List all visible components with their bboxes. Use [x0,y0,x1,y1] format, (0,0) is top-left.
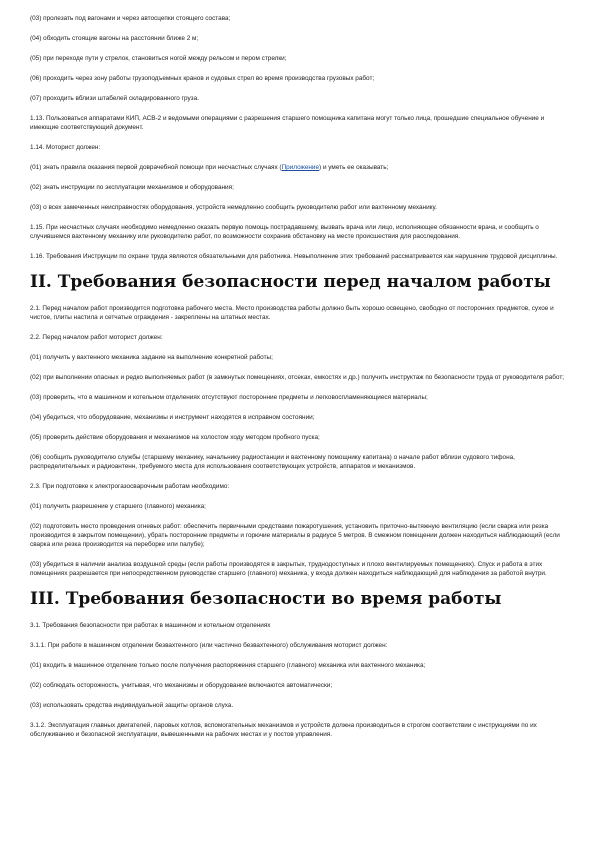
paragraph: 1.13. Пользоваться аппаратами КИП, АСВ-2 и ведомыми операциями с разрешения старшего помощника капитана могут только лица, прошедшие специальное обучение и имеющие соответствующий документ. [30,115,545,131]
paragraph: (03) о всех замеченных неисправностях оборудования, устройств немедленно сообщить руководителю работ или вахтенному механику. [30,204,437,211]
paragraph: 2.3. При подготовке к электрогазосварочным работам необходимо: [30,483,230,490]
section-heading-2: II. Требования безопасности перед началом работы [30,272,551,292]
paragraph: (04) обходить стоящие вагоны на расстоянии ближе 2 м; [30,35,199,42]
paragraph: (05) при переходе пути у стрелок, становиться ногой между рельсом и пером стрелки; [30,55,287,62]
paragraph: 3.1. Требования безопасности при работах в машинном и котельном отделениях [30,622,271,629]
appendix-link[interactable]: Приложение [281,164,320,171]
paragraph: (01) входить в машинное отделение только после получения распоряжения старшего (главного) механика или вахтенного механика; [30,662,426,669]
paragraph: (05) проверить действие оборудования и механизмов на холостом ходу методом пробного пуска; [30,434,320,441]
paragraph: (02) при выполнении опасных и редко выполняемых работ (в замкнутых помещениях, отсеках, емкостях и др.) получить инструктаж по безопасности труда от руководителя работ; [30,374,565,381]
paragraph: (07) проходить вблизи штабелей складированного груза. [30,95,199,102]
section-heading-3: III. Требования безопасности во время работы [30,589,502,609]
paragraph: 3.1.1. При работе в машинном отделении безвахтенного (или частично безвахтенного) обслуживания моторист должен: [30,642,388,649]
paragraph: (04) убедиться, что оборудование, механизмы и инструмент находятся в исправном состоянии; [30,414,315,421]
paragraph: (02) знать инструкции по эксплуатации механизмов и оборудования; [30,184,234,191]
paragraph-with-link [30,163,565,172]
paragraph: 3.1.2. Эксплуатация главных двигателей, паровых котлов, вспомогательных механизмов и устройств должна производиться в строгом соответствии с инструкциями по их обслуживанию и безопасной эксплуатации, вывешенными на рабочих местах и у постов управления. [30,722,537,738]
paragraph: 2.1. Перед началом работ производится подготовка рабочего места. Место производства работы должно быть хорошо освещено, свободно от посторонних предметов, сухое и чистое, плиты настила и сетчатые ограждения - закреплены на штатных местах. [30,305,554,321]
paragraph: (02) соблюдать осторожность, учитывая, что механизмы и оборудование включаются автоматически; [30,682,333,689]
paragraph: (06) сообщить руководителю службы (старшему механику, начальнику радиостанции и вахтенному помощнику капитана) о начале работ вблизи судового тифона, распределительных и радиоантенн, требуемого места для использования соответствующих устройств, аппаратов и механизмов. [30,454,515,470]
paragraph: 1.14. Моторист должен: [30,144,101,151]
paragraph: (01) получить разрешение у старшего (главного) механика; [30,503,206,510]
paragraph: (03) убедиться в наличии анализа воздушной среды (если работы производятся в закрытых, труднодоступных и плохо вентилируемых помещениях). Спуск и работа в этих помещениях разрешается при непосредственном руководстве старшего (главного) механика, у входа должен находиться наблюдающий для наблюдения за работой внутри. [30,561,547,577]
paragraph-text: (01) знать правила оказания первой доврачебной помощи при несчастных случаях ( [30,164,282,171]
paragraph: (01) получить у вахтенного механика задание на выполнение конкретной работы; [30,354,273,361]
paragraph: (03) использовать средства индивидуальной защиты органов слуха. [30,702,234,709]
paragraph: (02) подготовить место проведения огневых работ: обеспечить первичными средствами пожаротушения, установить приточно-вытяжную вентиляцию (если сварка или резка производится в закрытом помещении), убрать посторонние предметы и горючие материалы в радиусе 5 метров. В смежном помещении должен находиться наблюдающий (если сварка или резка производится на переборке или палубе); [30,523,560,548]
paragraph: (06) проходить через зону работы грузоподъемных кранов и судовых стрел во время производства грузовых работ; [30,75,375,82]
paragraph: 1.15. При несчастных случаях необходимо немедленно оказать первую помощь пострадавшему, вызвать врача или лицо, исполняющее обязанности врача, и сообщить о случившемся вахтенному механику или руководителю работ, по возможности сохранив обстановку на месте происшествия для расследования. [30,224,539,240]
paragraph: 1.16. Требования Инструкции по охране труда являются обязательными для работника. Невыполнение этих требований рассматривается как нарушение трудовой дисциплины. [30,253,558,260]
paragraph: (03) проверить, что в машинном и котельном отделениях отсутствуют посторонние предметы и легковоспламеняющиеся материалы; [30,394,428,401]
paragraph: 2.2. Перед началом работ моторист должен: [30,334,163,341]
paragraph-text: ) и уметь ее оказывать; [319,164,389,171]
paragraph: (03) пролезать под вагонами и через автосцепки стоящего состава; [30,15,231,22]
